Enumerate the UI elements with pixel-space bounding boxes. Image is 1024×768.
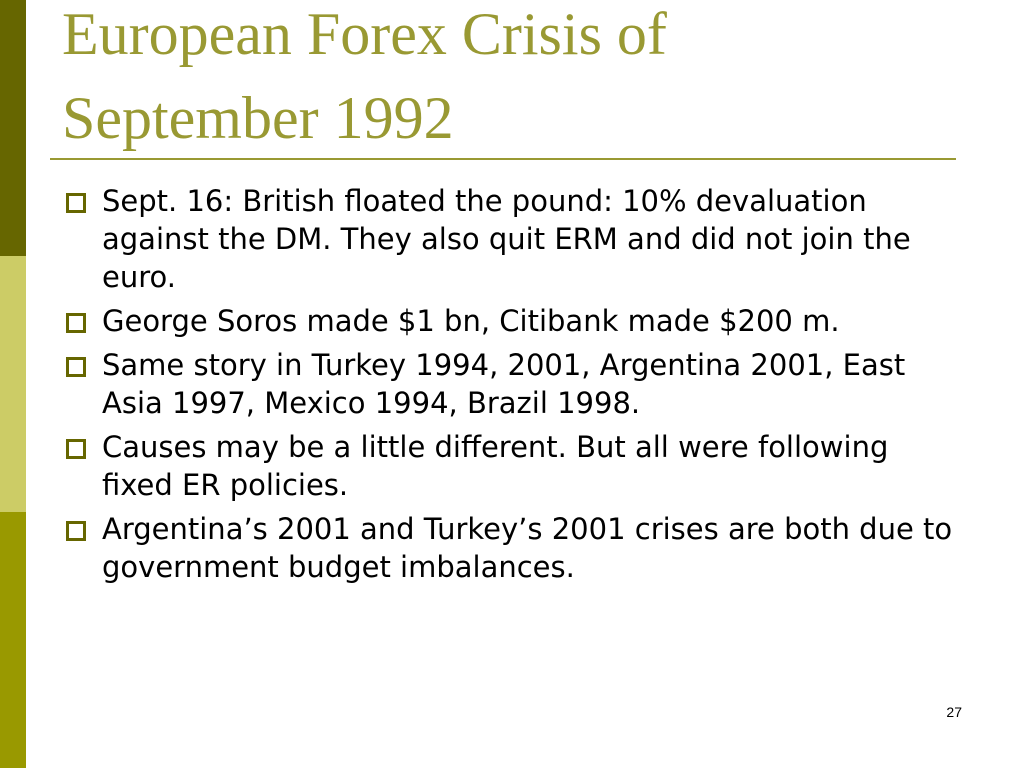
sidebar-stripe-top bbox=[0, 0, 26, 256]
bullet-text: George Soros made $1 bn, Citibank made $200 m. bbox=[102, 304, 840, 338]
square-bullet-icon bbox=[66, 521, 86, 541]
page-number: 27 bbox=[946, 704, 962, 720]
sidebar-stripe-bottom bbox=[0, 512, 26, 768]
slide-title-line2: September 1992 bbox=[62, 85, 454, 151]
title-divider bbox=[50, 158, 956, 160]
square-bullet-icon bbox=[66, 357, 86, 377]
sidebar-stripe-middle bbox=[0, 256, 26, 512]
bullet-list bbox=[64, 182, 954, 592]
square-bullet-icon bbox=[66, 313, 86, 333]
bullet-item bbox=[64, 346, 954, 422]
bullet-item bbox=[64, 182, 954, 296]
square-bullet-icon bbox=[66, 439, 86, 459]
bullet-text: Argentina’s 2001 and Turkey’s 2001 crises are both due to government budget imbalances. bbox=[102, 512, 953, 584]
bullet-text: Causes may be a little different. But all were following fixed ER policies. bbox=[102, 430, 889, 502]
bullet-item bbox=[64, 510, 954, 586]
bullet-text: Sept. 16: British floated the pound: 10% devaluation against the DM. They also quit ERM and did not join the euro. bbox=[102, 184, 911, 294]
bullet-item bbox=[64, 302, 954, 340]
slide-title-line1: European Forex Crisis of bbox=[62, 1, 667, 67]
slide-title bbox=[62, 0, 962, 160]
bullet-item bbox=[64, 428, 954, 504]
bullet-text: Same story in Turkey 1994, 2001, Argentina 2001, East Asia 1997, Mexico 1994, Brazil 1998. bbox=[102, 348, 906, 420]
square-bullet-icon bbox=[66, 193, 86, 213]
